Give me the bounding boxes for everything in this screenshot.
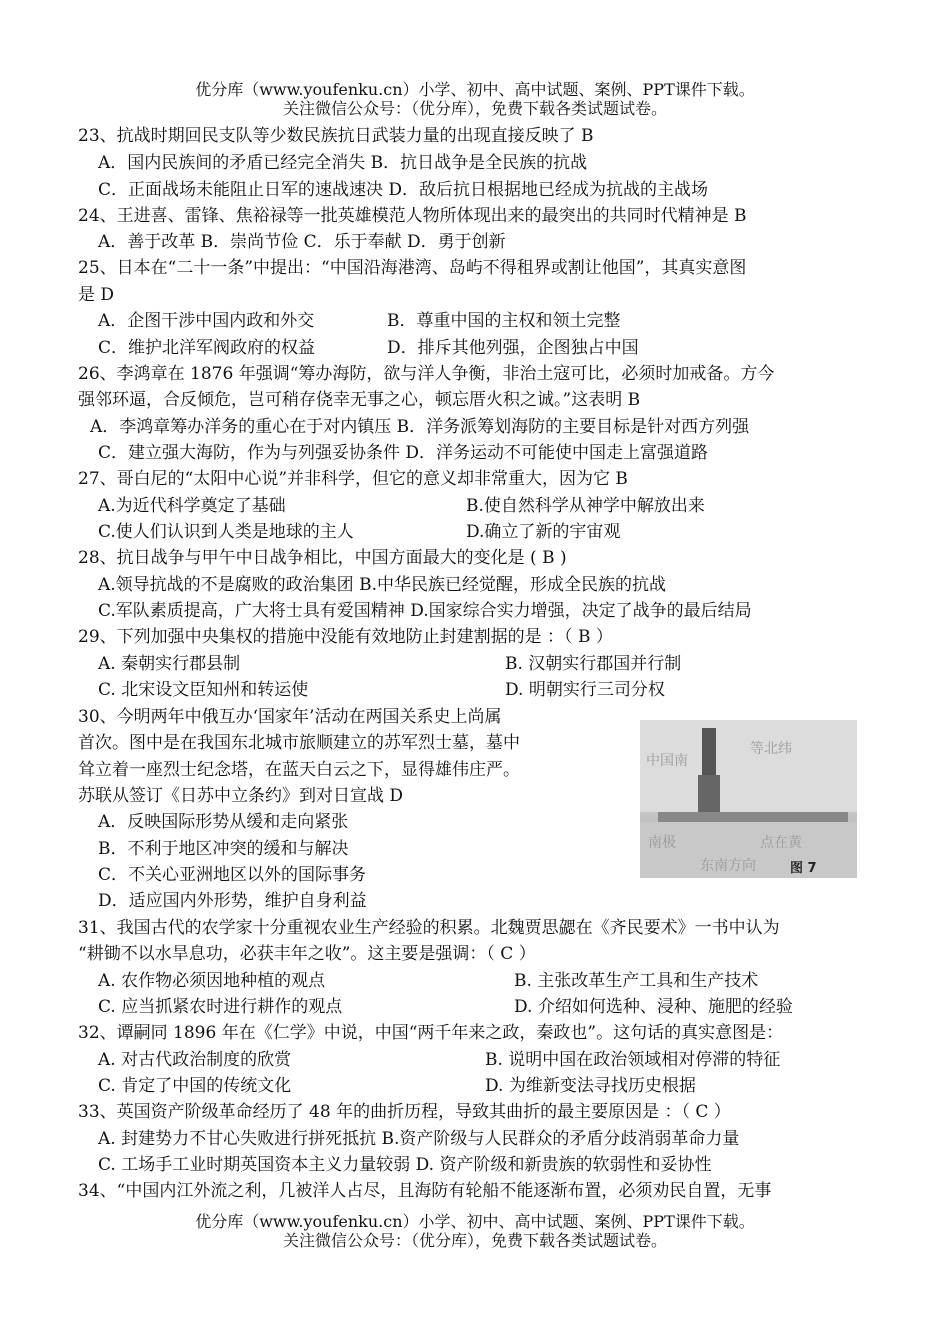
memorial-tower-photo	[640, 720, 857, 878]
figure-caption: 图 7	[790, 861, 817, 876]
option-d: D. 介绍如何选种、浸种、施肥的经验	[514, 997, 793, 1017]
options-row: C.军队素质提高，广大将士具有爱国精神 D.国家综合实力增强，决定了战争的最后结局	[98, 601, 752, 621]
option-d: D. 为维新变法寻找历史根据	[485, 1076, 696, 1096]
options-row: C．正面战场未能阻止日军的速战速决 D．敌后抗日根据地已经成为抗战的主战场	[98, 180, 709, 200]
photo-bleed-text: 中国南	[646, 753, 688, 769]
option-b: B．尊重中国的主权和领土完整	[387, 311, 621, 331]
question-stem: 32、谭嗣同 1896 年在《仁学》中说，中国“两千年来之政，秦政也”。这句话的真实意图是：	[78, 1023, 784, 1043]
option-b: B．不利于地区冲突的缓和与解决	[98, 839, 349, 859]
question-stem: 25、日本在“二十一条”中提出：“中国沿海港湾、岛屿不得租界或割让他国”，其真实意图	[78, 258, 747, 278]
question-stem: 苏联从签订《日苏中立条约》到对日宣战 D	[78, 786, 404, 806]
question-stem: 24、王进喜、雷锋、焦裕禄等一批英雄模范人物所体现出来的最突出的共同时代精神是 B	[78, 206, 747, 226]
question-stem: 27、哥白尼的“太阳中心说”并非科学，但它的意义却非常重大，因为它 B	[78, 469, 628, 489]
question-stem: 33、英国资产阶级革命经历了 48 年的曲折历程，导致其曲折的最主要原因是 ：（ C ）	[78, 1102, 731, 1122]
question-stem: 23、抗战时期回民支队等少数民族抗日武装力量的出现直接反映了 B	[78, 126, 594, 146]
photo-bleed-text: 点在黄	[760, 835, 802, 851]
options-row: A. 封建势力不甘心失败进行拼死抵抗 B.资产阶级与人民群众的矛盾分歧消弱革命力量	[98, 1129, 740, 1149]
option-c: C. 肯定了中国的传统文化	[98, 1076, 292, 1096]
option-c: C.使人们认识到人类是地球的主人	[98, 522, 354, 542]
option-d: D.确立了新的宇宙观	[466, 522, 621, 542]
question-stem: 耸立着一座烈士纪念塔，在蓝天白云之下，显得雄伟庄严。	[78, 760, 520, 780]
option-a: A. 农作物必须因地种植的观点	[98, 971, 326, 991]
photo-bleed-text: 等北纬	[750, 741, 792, 757]
option-b: B.使自然科学从神学中解放出来	[466, 496, 705, 516]
question-stem: 28、抗日战争与甲午中日战争相比，中国方面最大的变化是 ( B )	[78, 548, 567, 568]
question-stem: 34、“中国内江外流之利，几被洋人占尽，且海防有轮船不能逐渐布置，必须劝民自置，无事	[78, 1181, 772, 1201]
option-d: D．排斥其他列强，企图独占中国	[387, 338, 639, 358]
question-stem: 30、今明两年中俄互办‘国家年’活动在两国关系史上尚属	[78, 707, 502, 727]
option-a: A．反映国际形势从缓和走向紧张	[98, 812, 349, 832]
options-row: A.领导抗战的不是腐败的政治集团 B.中华民族已经觉醒，形成全民族的抗战	[98, 575, 666, 595]
page-header-line2: 关注微信公众号：（优分库），免费下载各类试题试卷。	[282, 99, 667, 118]
page-footer-line1: 优分库（www.youfenku.cn）小学、初中、高中试题、案例、PPT课件下载。	[195, 1212, 755, 1231]
option-c: C．不关心亚洲地区以外的国际事务	[98, 865, 367, 885]
options-row: C. 工场手工业时期英国资本主义力量较弱 D. 资产阶级和新贵族的软弱性和妥协性	[98, 1155, 712, 1175]
page-header-line1: 优分库（www.youfenku.cn）小学、初中、高中试题、案例、PPT课件下载。	[195, 80, 755, 99]
options-row: A．李鸿章筹办洋务的重心在于对内镇压 B．洋务派筹划海防的主要目标是针对西方列强	[90, 417, 750, 437]
option-b: B. 汉朝实行郡国并行制	[505, 654, 682, 674]
page-footer-line2: 关注微信公众号：（优分库），免费下载各类试题试卷。	[282, 1231, 667, 1250]
photo-bleed-text: 东南方向	[700, 858, 756, 874]
option-a: A. 对古代政治制度的欣赏	[98, 1050, 292, 1070]
option-d: D. 明朝实行三司分权	[505, 680, 665, 700]
question-stem: 首次。图中是在我国东北城市旅顺建立的苏军烈士墓，墓中	[78, 733, 520, 753]
options-row: C．建立强大海防，作为与列强妥协条件 D．洋务运动不可能使中国走上富强道路	[98, 443, 709, 463]
photo-horizon	[658, 812, 848, 822]
options-row: A．善于改革 B．崇尚节俭 C．乐于奉献 D．勇于创新	[98, 232, 506, 252]
question-stem: 强邻环逼，合反倾危，岂可稍存侥幸无事之心，顿忘厝火积之诚。”这表明 B	[78, 390, 641, 410]
options-row: A．国内民族间的矛盾已经完全消失 B．抗日战争是全民族的抗战	[98, 153, 588, 173]
question-stem: 26、李鸿章在 1876 年强调“筹办海防，欲与洋人争衡，非治土寇可比，必须时加戒备。方今	[78, 364, 775, 384]
question-stem: 是 D	[78, 285, 115, 305]
question-stem: “耕锄不以水旱息功，必获丰年之收”。这主要是强调：（ C ）	[78, 944, 536, 964]
question-stem: 31、我国古代的农学家十分重视农业生产经验的积累。北魏贾思勰在《齐民要术》一书中认为	[78, 918, 780, 938]
option-a: A.为近代科学奠定了基础	[98, 496, 286, 516]
option-c: C. 应当抓紧农时进行耕作的观点	[98, 997, 343, 1017]
option-d: D．适应国内外形势，维护自身利益	[98, 891, 367, 911]
option-a: A. 秦朝实行郡县制	[98, 654, 241, 674]
option-c: C．维护北洋军阀政府的权益	[98, 338, 316, 358]
option-c: C. 北宋设文臣知州和转运使	[98, 680, 309, 700]
option-b: B. 说明中国在政治领域相对停滞的特征	[485, 1050, 781, 1070]
photo-bleed-text: 南极	[648, 835, 676, 851]
option-b: B. 主张改革生产工具和生产技术	[514, 971, 759, 991]
option-a: A．企图干涉中国内政和外交	[98, 311, 315, 331]
question-stem: 29、下列加强中央集权的措施中没能有效地防止封建割据的是 ：（ B ）	[78, 627, 613, 647]
